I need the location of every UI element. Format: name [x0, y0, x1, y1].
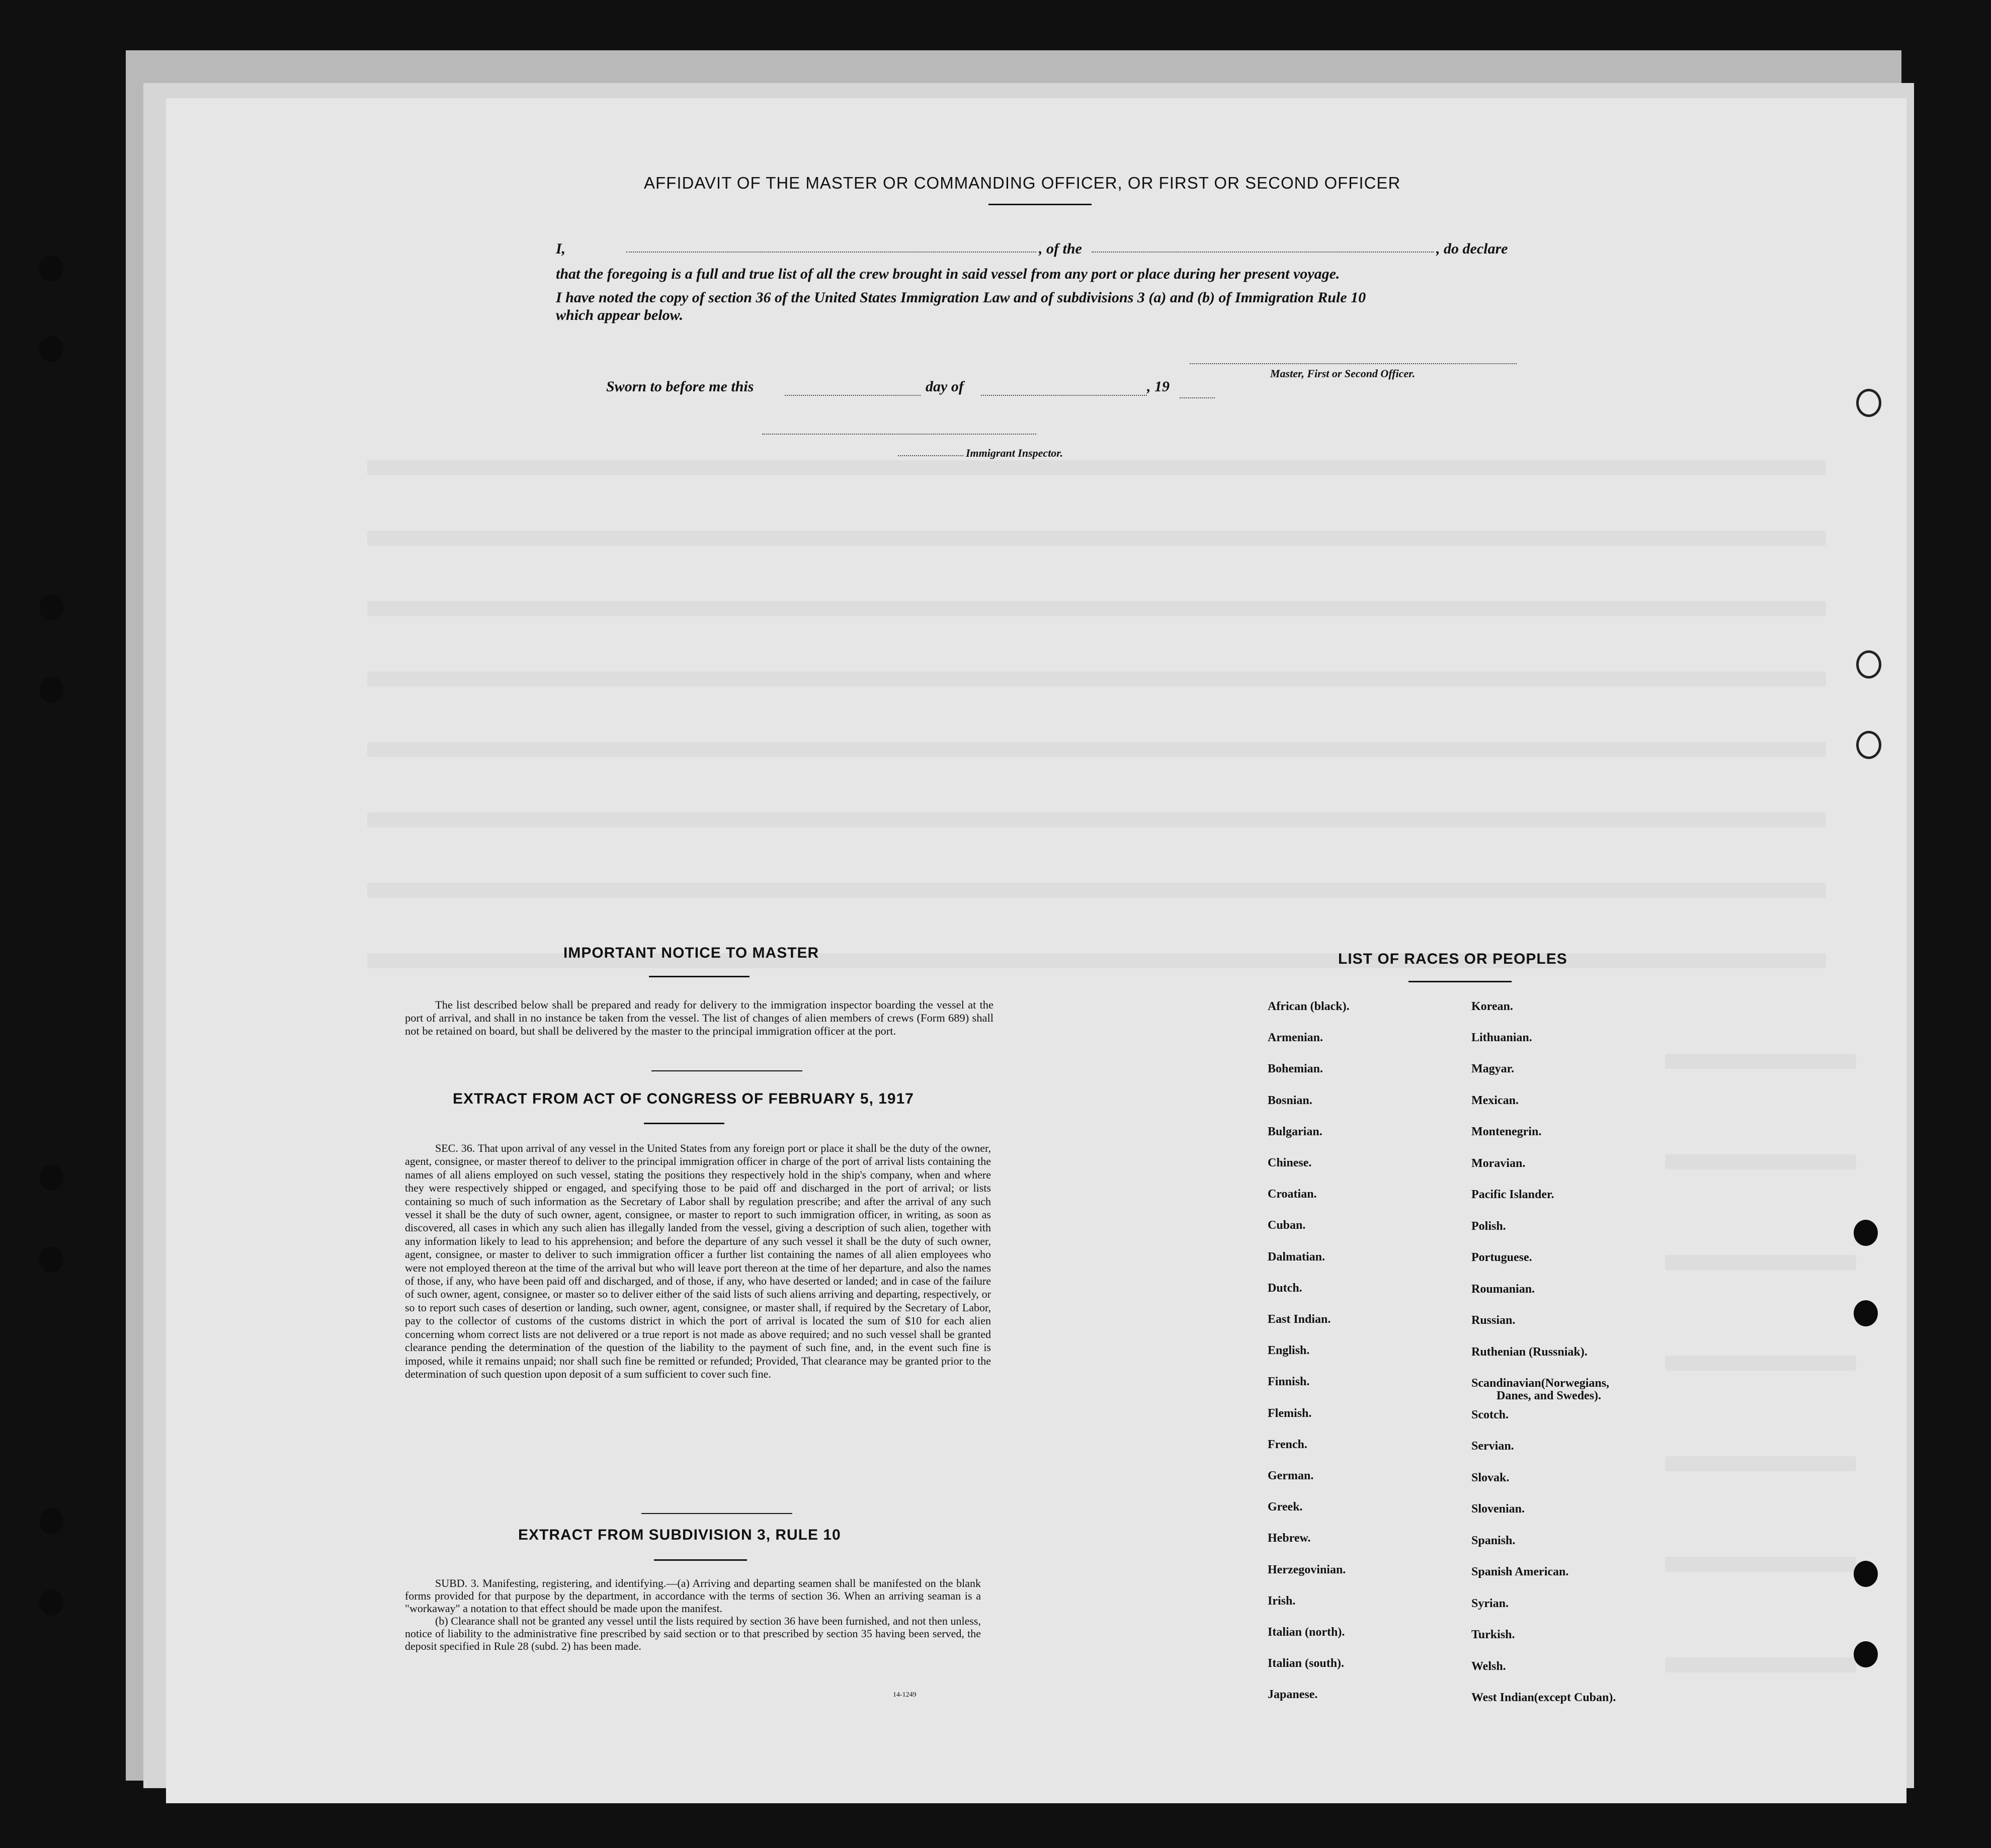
race-item: Finnish.	[1268, 1375, 1310, 1389]
race-item: Bohemian.	[1268, 1062, 1323, 1076]
race-item: Pacific Islander.	[1471, 1188, 1554, 1201]
binder-hole	[1856, 731, 1881, 759]
notice-heading: IMPORTANT NOTICE TO MASTER	[563, 945, 819, 961]
binder-hole	[39, 1508, 63, 1534]
race-item: Armenian.	[1268, 1031, 1323, 1045]
divider	[654, 1559, 747, 1561]
act-text: SEC. 36. That upon arrival of any vessel in the United States from any foreign port or place it shall be the duty of the owner, agent, consignee, or master thereof to deliver to the principal immigration officer in charge of the port of arrival lists containing the names of all aliens employed on such vessel, stating the positions they respectively hold in the ship's company, when and where they were respectively shipped or engaged, and specifying those to be paid off and discharged in the port of arrival; or lists containing so much of such information as the Secretary of Labor shall by regulation prescribe; and after the arrival of any such vessel it shall be the duty of such owner, agent, consignee, or master to report to such immigration officer, in writing, as soon as discovered, all cases in which any such alien has illegally landed from the vessel, giving a description of such alien, together with any information likely to lead to his apprehension; and before the departure of any such vessel it shall be the duty of such owner, agent, consignee, or master to deliver to such immigration officer a further list containing the names of all alien employees who were not employed thereon at the time of the arrival but who will leave port thereon at the time of her departure, and also the names of those, if any, who have been paid off and discharged, and of those, if any, who have deserted or landed; and in case of the failure of such owner, agent, consignee, or master so to deliver either of the said lists of such aliens arriving and departing, respectively, or so to report such cases of desertion or landing, such owner, agent, consignee, or master shall, if required by the Secretary of Labor, pay to the collector of customs of the customs district in which the port of arrival is located the sum of $10 for each alien concerning whom correct lists are not delivered or a true report is not made as above required; and no such vessel shall be granted clearance pending the determination of the question of the liability to the payment of such fine, and, in the event such fine is imposed, while it remains unpaid; nor shall such fine be remitted or refunded; Provided, That clearance may be granted prior to the determination of such question upon deposit of a sum sufficient to cover such fine.	[405, 1142, 991, 1380]
sworn-day-field[interactable]	[785, 395, 921, 396]
race-item: West Indian(except Cuban).	[1471, 1691, 1616, 1704]
bleed-through	[367, 601, 1826, 616]
rule-text-b: (b) Clearance shall not be granted any vessel until the lists required by section 36 have been furnished, and not then unless, notice of liability to the administrative fine prescribed by said section or to that prescribed by section 35 having been served, the deposit specified in Rule 28 (subd. 2) has been made.	[405, 1615, 981, 1652]
binder-hole	[39, 336, 63, 362]
declaration-of: , of the	[1039, 240, 1082, 257]
race-item: Flemish.	[1268, 1406, 1312, 1420]
declaration-line-3: I have noted the copy of section 36 of the United States Immigration Law and of subdivisions 3 (a) and (b) of Immigration Rule 10	[556, 289, 1366, 306]
race-item: Lithuanian.	[1471, 1031, 1532, 1044]
binder-hole	[39, 256, 63, 282]
race-item: Turkish.	[1471, 1628, 1515, 1641]
bleed-through	[1665, 1054, 1856, 1069]
race-item: Italian (north).	[1268, 1626, 1345, 1639]
bleed-through	[367, 460, 1826, 475]
bleed-through	[1665, 1255, 1856, 1270]
bleed-through	[1665, 1356, 1856, 1371]
inspector-signature-field[interactable]	[762, 434, 1036, 435]
affidavit-title: AFFIDAVIT OF THE MASTER OR COMMANDING OFFICER, OR FIRST OR SECOND OFFICER	[644, 174, 1401, 192]
binder-hole	[39, 1246, 63, 1273]
vessel-field[interactable]	[1092, 251, 1434, 253]
race-item: Welsh.	[1471, 1660, 1506, 1673]
bleed-through	[367, 883, 1826, 898]
race-item: Moravian.	[1471, 1157, 1526, 1170]
race-item: Croatian.	[1268, 1188, 1317, 1201]
notice-text: The list described below shall be prepared and ready for delivery to the immigration inspector boarding the vessel at the port of arrival, and shall in no instance be taken from the vessel. The list of changes of alien members of crews (Form 689) shall not be retained on board, but shall be delivered by the master to the principal immigration officer at the port.	[405, 998, 993, 1037]
race-item: Mexican.	[1471, 1094, 1519, 1107]
sworn-prefix: Sworn to before me this	[606, 378, 754, 395]
binder-hole	[1854, 1641, 1878, 1667]
signature-field[interactable]	[1190, 363, 1517, 364]
rule-text	[405, 1577, 981, 1652]
declaration-line-4: which appear below.	[556, 307, 684, 323]
races-heading: LIST OF RACES OR PEOPLES	[1338, 951, 1567, 967]
race-item: Japanese.	[1268, 1688, 1318, 1702]
divider	[641, 1513, 792, 1514]
race-item: Portuguese.	[1471, 1251, 1532, 1264]
bleed-through	[1665, 1154, 1856, 1169]
inspector-dots	[898, 455, 963, 456]
race-item: Dutch.	[1268, 1281, 1302, 1295]
name-field[interactable]	[626, 251, 1036, 253]
race-item: Scandinavian(Norwegians,	[1471, 1377, 1610, 1390]
signature-label: Master, First or Second Officer.	[1270, 367, 1416, 380]
race-item: Spanish.	[1471, 1534, 1516, 1547]
bleed-through	[367, 531, 1826, 546]
race-item: Cuban.	[1268, 1219, 1306, 1232]
race-item: Greek.	[1268, 1500, 1303, 1514]
race-item: Herzegovinian.	[1268, 1563, 1346, 1576]
race-item: Italian (south).	[1268, 1657, 1345, 1670]
bleed-through	[367, 812, 1826, 827]
divider	[644, 1123, 724, 1124]
sworn-year-label: , 19	[1147, 378, 1170, 395]
race-item: Irish.	[1268, 1594, 1296, 1608]
race-item: Chinese.	[1268, 1156, 1312, 1169]
sworn-day-label: day of	[926, 378, 964, 395]
bleed-through	[1665, 1657, 1856, 1672]
divider	[988, 204, 1092, 205]
race-item: Korean.	[1471, 1000, 1513, 1013]
bleed-through	[1665, 1557, 1856, 1572]
race-item: Scotch.	[1471, 1408, 1509, 1421]
race-item: German.	[1268, 1469, 1314, 1482]
binder-hole	[1856, 650, 1881, 679]
race-item: Bulgarian.	[1268, 1125, 1322, 1138]
race-item: Magyar.	[1471, 1062, 1515, 1075]
form-number: 14-1249	[893, 1691, 917, 1699]
divider	[649, 976, 750, 977]
race-item: African (black).	[1268, 1000, 1350, 1013]
bleed-through	[1665, 1456, 1856, 1471]
declaration-declare: , do declare	[1436, 240, 1508, 257]
race-item: Slovenian.	[1471, 1502, 1525, 1516]
sworn-month-field[interactable]	[981, 395, 1147, 396]
declaration-i: I,	[556, 240, 566, 257]
race-item: Danes, and Swedes).	[1497, 1389, 1602, 1402]
binder-hole	[1854, 1220, 1878, 1246]
race-item: Servian.	[1471, 1440, 1514, 1453]
race-item: Dalmatian.	[1268, 1250, 1325, 1264]
declaration-line-2: that the foregoing is a full and true list of all the crew brought in said vessel from any port or place during her present voyage.	[556, 266, 1340, 282]
race-item: Roumanian.	[1471, 1283, 1535, 1296]
binder-hole	[39, 1589, 63, 1616]
binder-hole	[1856, 389, 1881, 417]
binder-hole	[39, 677, 63, 703]
race-item: Polish.	[1471, 1220, 1506, 1233]
binder-hole	[1854, 1300, 1878, 1326]
document-page	[166, 98, 1906, 1803]
race-item: Ruthenian (Russniak).	[1471, 1346, 1588, 1359]
inspector-label: Immigrant Inspector.	[966, 447, 1063, 459]
bleed-through	[367, 742, 1826, 757]
race-item: Bosnian.	[1268, 1094, 1312, 1107]
rule-text-a: SUBD. 3. Manifesting, registering, and identifying.—(a) Arriving and departing seamen shall be manifested on the blank forms provided for that purpose by the department, in accordance with the terms of section 36. When an arriving seaman is a "workaway" a notation to that effect should be made upon the manifest.	[405, 1577, 981, 1615]
bleed-through	[367, 671, 1826, 687]
binder-hole	[1854, 1561, 1878, 1587]
race-item: French.	[1268, 1438, 1307, 1451]
race-item: East Indian.	[1268, 1313, 1331, 1326]
sworn-year-field[interactable]	[1180, 397, 1215, 398]
race-item: Spanish American.	[1471, 1565, 1569, 1578]
divider	[1408, 981, 1512, 982]
binder-hole	[39, 1164, 63, 1191]
race-item: Russian.	[1471, 1314, 1516, 1327]
race-item: English.	[1268, 1344, 1310, 1358]
rule-heading: EXTRACT FROM SUBDIVISION 3, RULE 10	[518, 1527, 841, 1543]
race-item: Slovak.	[1471, 1471, 1510, 1484]
race-item: Hebrew.	[1268, 1532, 1311, 1545]
race-item: Montenegrin.	[1471, 1125, 1542, 1138]
divider	[651, 1070, 802, 1071]
act-heading: EXTRACT FROM ACT OF CONGRESS OF FEBRUARY 5, 1917	[453, 1090, 914, 1107]
binder-hole	[39, 595, 63, 621]
race-item: Syrian.	[1471, 1597, 1509, 1610]
